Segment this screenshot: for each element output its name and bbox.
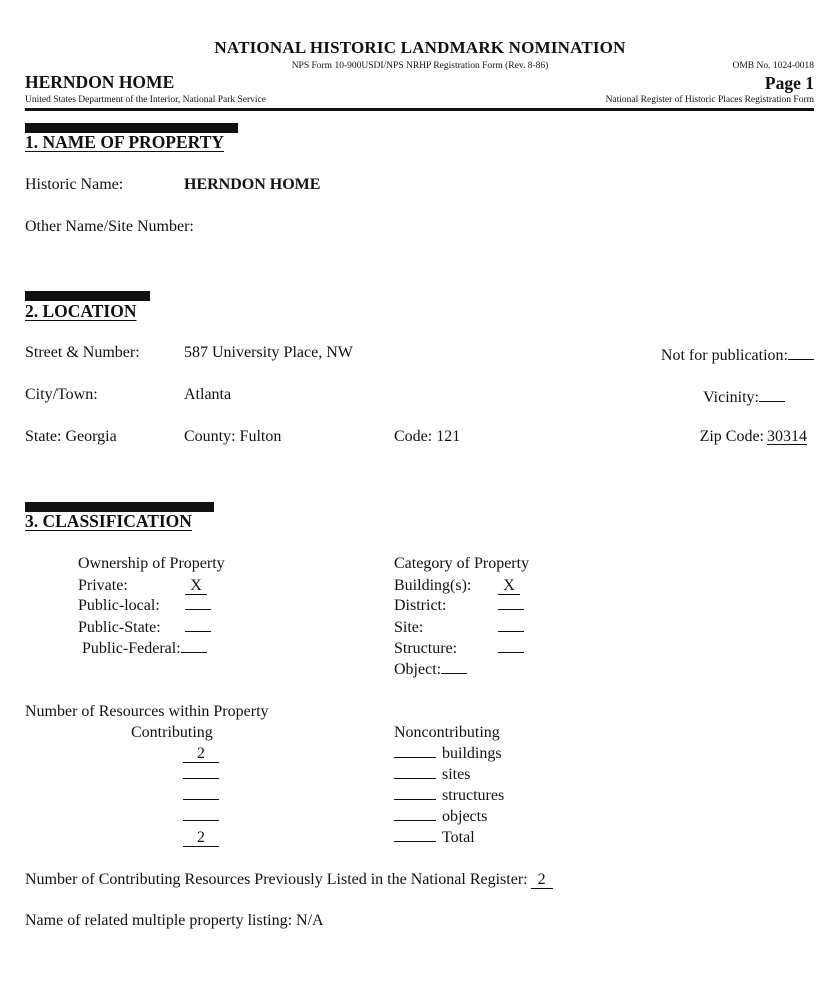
zip-label: Zip Code:: [699, 428, 764, 445]
noncontributing-title: Noncontributing: [394, 724, 500, 741]
agency-line: United States Department of the Interior, National Park Service: [25, 95, 267, 105]
category-object-mark: [441, 673, 467, 674]
category-object-label: Object:: [394, 661, 442, 678]
contributing-buildings: 2: [183, 745, 219, 763]
form-title: NATIONAL HISTORIC LANDMARK NOMINATION: [214, 38, 626, 57]
previously-listed-label: Number of Contributing Resources Previously Listed in the National Register:: [25, 871, 528, 888]
category-district-label: District:: [394, 597, 447, 614]
category-building-label: Building(s):: [394, 577, 472, 594]
noncontributing-objects: [394, 820, 436, 821]
vicinity-label: Vicinity:: [703, 389, 759, 406]
historic-name-label: Historic Name:: [25, 176, 124, 193]
resource-label: structures: [442, 787, 505, 804]
street-label: Street & Number:: [25, 344, 140, 361]
category-structure-label: Structure:: [394, 640, 458, 657]
ownership-title: Ownership of Property: [78, 555, 225, 572]
previously-listed: [25, 871, 553, 889]
not-for-publication-label: Not for publication:: [660, 347, 788, 364]
not-for-publication: [661, 344, 814, 365]
city-label: City/Town:: [25, 386, 98, 403]
contributing-total: 2: [183, 829, 219, 847]
form-subtitle: NPS Form 10-900USDI/NPS NRHP Registration Form (Rev. 8-86): [291, 61, 549, 71]
noncontributing-sites: [394, 778, 436, 779]
property-name-header: HERNDON HOME: [25, 72, 175, 92]
page-number: Page 1: [764, 73, 814, 93]
ownership-private-mark: X: [185, 577, 207, 595]
resource-label: Total: [442, 829, 475, 846]
state-label: State: Georgia: [25, 428, 117, 445]
historic-name-value: HERNDON HOME: [184, 176, 321, 193]
ownership-state-label: Public-State:: [78, 619, 161, 636]
noncontributing-buildings: [394, 757, 436, 758]
resource-label: objects: [442, 808, 488, 825]
ownership-local-label: Public-local:: [78, 597, 160, 614]
resource-row: [394, 808, 487, 826]
section-bar: [25, 291, 150, 301]
zip-code: [700, 428, 807, 446]
noncontributing-structures: [394, 799, 436, 800]
category-object: [394, 661, 467, 679]
street-value: 587 University Place, NW: [184, 344, 353, 361]
resource-row: [394, 829, 475, 847]
section-heading-name: 1. NAME OF PROPERTY: [25, 132, 225, 152]
blank-field: [788, 344, 814, 360]
ownership-federal: [82, 640, 207, 658]
section-heading-classification: 3. CLASSIFICATION: [25, 511, 192, 531]
contributing-objects: [183, 820, 219, 821]
resource-row: [394, 787, 504, 805]
blank-field: [759, 386, 785, 402]
noncontributing-total: [394, 841, 436, 842]
register-line: National Register of Historic Places Registration Form: [605, 95, 814, 105]
ownership-federal-mark: [181, 652, 207, 653]
contributing-title: Contributing: [131, 724, 213, 741]
vicinity: [703, 386, 785, 407]
category-site-mark: [498, 631, 524, 632]
contributing-sites: [183, 778, 219, 779]
category-structure-mark: [498, 652, 524, 653]
omb-number: OMB No. 1024-0018: [732, 61, 814, 71]
city-value: Atlanta: [184, 386, 232, 403]
county-label: County: Fulton: [184, 428, 282, 445]
related-listing: Name of related multiple property listing: N/A: [25, 912, 324, 929]
previously-listed-value: 2: [531, 871, 553, 889]
resource-label: sites: [442, 766, 471, 783]
ownership-private-label: Private:: [78, 577, 128, 594]
category-title: Category of Property: [394, 555, 530, 572]
resource-row: [394, 766, 470, 784]
category-building-mark: X: [498, 577, 520, 595]
code-label: Code: 121: [394, 428, 461, 445]
resource-label: buildings: [442, 745, 502, 762]
contributing-structures: [183, 799, 219, 800]
category-district-mark: [498, 609, 524, 610]
category-site-label: Site:: [394, 619, 424, 636]
header-rule: [25, 108, 814, 111]
zip-value: 30314: [767, 428, 807, 445]
ownership-federal-label: Public-Federal:: [82, 640, 181, 657]
resources-title: Number of Resources within Property: [25, 703, 269, 720]
resource-row: [394, 745, 502, 763]
ownership-local-mark: [185, 609, 211, 610]
ownership-state-mark: [185, 631, 211, 632]
other-name-label: Other Name/Site Number:: [25, 218, 194, 235]
section-heading-location: 2. LOCATION: [25, 301, 137, 321]
